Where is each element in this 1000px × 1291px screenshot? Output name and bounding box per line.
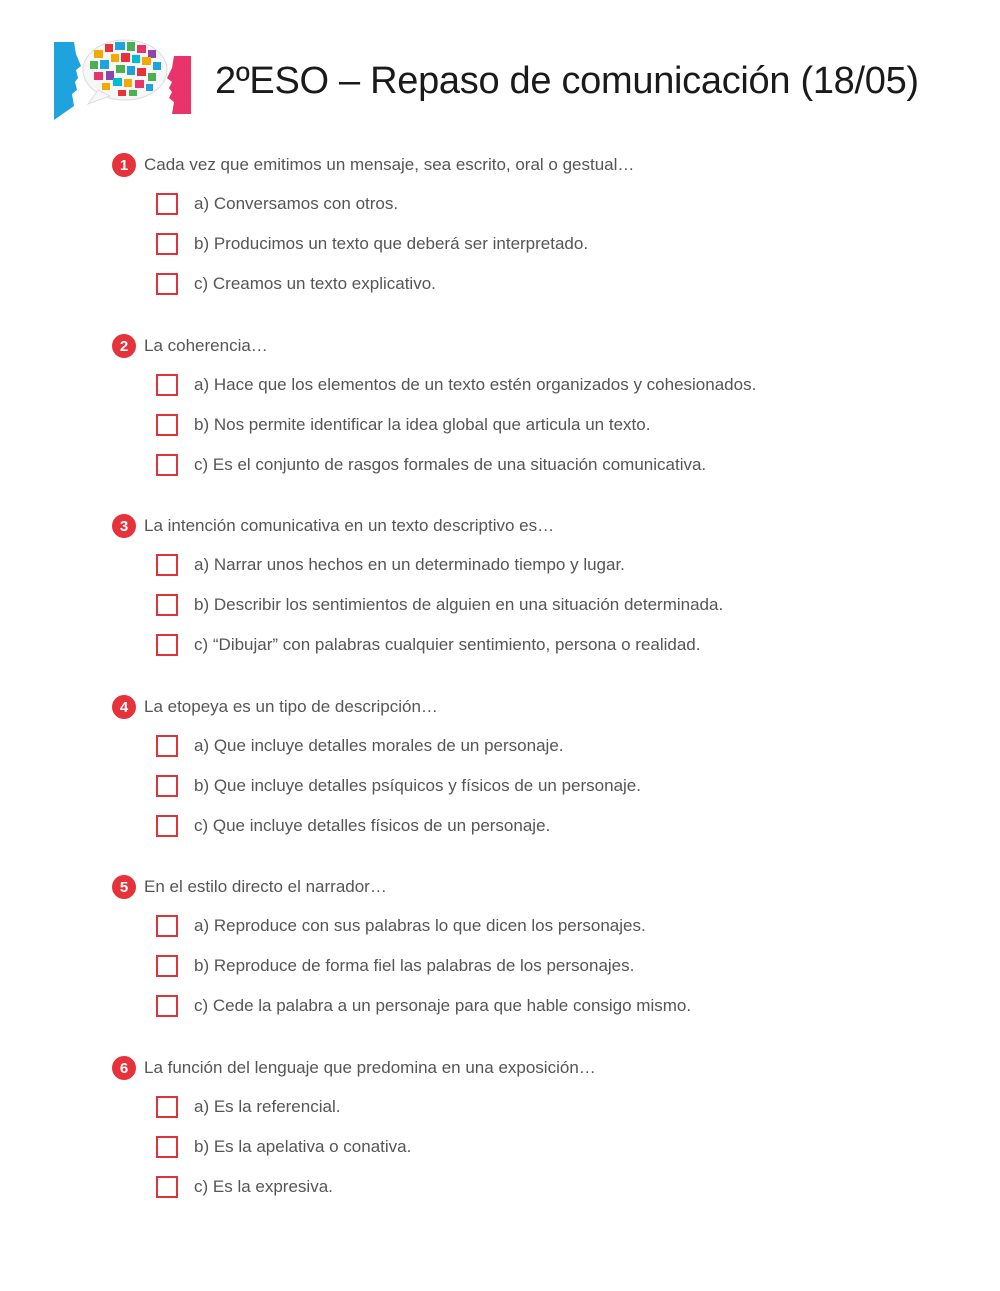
- question-text: La etopeya es un tipo de descripción…: [144, 697, 438, 716]
- option-a[interactable]: [156, 365, 972, 405]
- question-1: [112, 152, 972, 304]
- option-label: c) Es la expresiva.: [194, 1177, 333, 1196]
- answer-checkbox[interactable]: [156, 1096, 178, 1118]
- answer-checkbox[interactable]: [156, 454, 178, 476]
- option-c[interactable]: [156, 806, 972, 846]
- option-label: a) Que incluye detalles morales de un personaje.: [194, 736, 564, 755]
- option-label: a) Narrar unos hechos en un determinado tiempo y lugar.: [194, 555, 625, 574]
- question-number-badge: 4: [112, 695, 136, 719]
- option-label: c) Que incluye detalles físicos de un personaje.: [194, 816, 551, 835]
- answer-checkbox[interactable]: [156, 594, 178, 616]
- option-label: c) Es el conjunto de rasgos formales de una situación comunicativa.: [194, 455, 707, 474]
- option-label: a) Conversamos con otros.: [194, 194, 399, 213]
- answer-checkbox[interactable]: [156, 915, 178, 937]
- answer-checkbox[interactable]: [156, 1136, 178, 1158]
- answer-checkbox[interactable]: [156, 735, 178, 757]
- option-a[interactable]: [156, 726, 972, 766]
- question-number-badge: 2: [112, 334, 136, 358]
- question-header: [112, 694, 972, 720]
- answer-checkbox[interactable]: [156, 233, 178, 255]
- option-label: c) “Dibujar” con palabras cualquier sentimiento, persona o realidad.: [194, 635, 701, 654]
- option-label: a) Reproduce con sus palabras lo que dicen los personajes.: [194, 916, 646, 935]
- option-label: b) Producimos un texto que deberá ser interpretado.: [194, 234, 589, 253]
- answer-checkbox[interactable]: [156, 374, 178, 396]
- option-label: a) Es la referencial.: [194, 1097, 341, 1116]
- question-header: [112, 152, 972, 178]
- question-header: [112, 513, 972, 539]
- option-label: a) Hace que los elementos de un texto estén organizados y cohesionados.: [194, 375, 757, 394]
- option-b[interactable]: [156, 405, 972, 445]
- question-text: La intención comunicativa en un texto descriptivo es…: [144, 516, 555, 535]
- option-label: b) Es la apelativa o conativa.: [194, 1137, 412, 1156]
- option-b[interactable]: [156, 585, 972, 625]
- option-b[interactable]: [156, 224, 972, 264]
- answer-checkbox[interactable]: [156, 414, 178, 436]
- answer-checkbox[interactable]: [156, 815, 178, 837]
- option-c[interactable]: [156, 445, 972, 485]
- option-c[interactable]: [156, 264, 972, 304]
- option-b[interactable]: [156, 946, 972, 986]
- question-number-badge: 6: [112, 1056, 136, 1080]
- option-a[interactable]: [156, 906, 972, 946]
- option-c[interactable]: [156, 1167, 972, 1207]
- option-c[interactable]: [156, 625, 972, 665]
- question-number-badge: 1: [112, 153, 136, 177]
- question-5: [112, 874, 972, 1026]
- question-text: La coherencia…: [144, 336, 268, 355]
- option-label: b) Nos permite identificar la idea global que articula un texto.: [194, 415, 651, 434]
- question-2: [112, 333, 972, 485]
- option-label: b) Describir los sentimientos de alguien en una situación determinada.: [194, 595, 724, 614]
- answer-checkbox[interactable]: [156, 1176, 178, 1198]
- question-3: [112, 513, 972, 665]
- answer-checkbox[interactable]: [156, 634, 178, 656]
- question-number-badge: 5: [112, 875, 136, 899]
- option-a[interactable]: [156, 1087, 972, 1127]
- question-header: [112, 874, 972, 900]
- answer-checkbox[interactable]: [156, 995, 178, 1017]
- option-a[interactable]: [156, 184, 972, 224]
- option-a[interactable]: [156, 545, 972, 585]
- answer-checkbox[interactable]: [156, 273, 178, 295]
- option-label: b) Que incluye detalles psíquicos y físicos de un personaje.: [194, 776, 641, 795]
- option-c[interactable]: [156, 986, 972, 1026]
- answer-checkbox[interactable]: [156, 955, 178, 977]
- option-label: b) Reproduce de forma fiel las palabras de los personajes.: [194, 956, 635, 975]
- question-header: [112, 1055, 972, 1081]
- answer-checkbox[interactable]: [156, 554, 178, 576]
- question-text: En el estilo directo el narrador…: [144, 877, 387, 896]
- page-title: 2ºESO – Repaso de comunicación (18/05): [215, 60, 919, 102]
- option-b[interactable]: [156, 1127, 972, 1167]
- option-label: c) Creamos un texto explicativo.: [194, 274, 436, 293]
- answer-checkbox[interactable]: [156, 193, 178, 215]
- question-number-badge: 3: [112, 514, 136, 538]
- question-text: La función del lenguaje que predomina en una exposición…: [144, 1058, 596, 1077]
- option-label: c) Cede la palabra a un personaje para que hable consigo mismo.: [194, 996, 692, 1015]
- answer-checkbox[interactable]: [156, 775, 178, 797]
- option-b[interactable]: [156, 766, 972, 806]
- question-text: Cada vez que emitimos un mensaje, sea escrito, oral o gestual…: [144, 155, 635, 174]
- question-header: [112, 333, 972, 359]
- speech-bubble-faces-icon: [50, 32, 195, 122]
- question-6: [112, 1055, 972, 1207]
- question-4: [112, 694, 972, 846]
